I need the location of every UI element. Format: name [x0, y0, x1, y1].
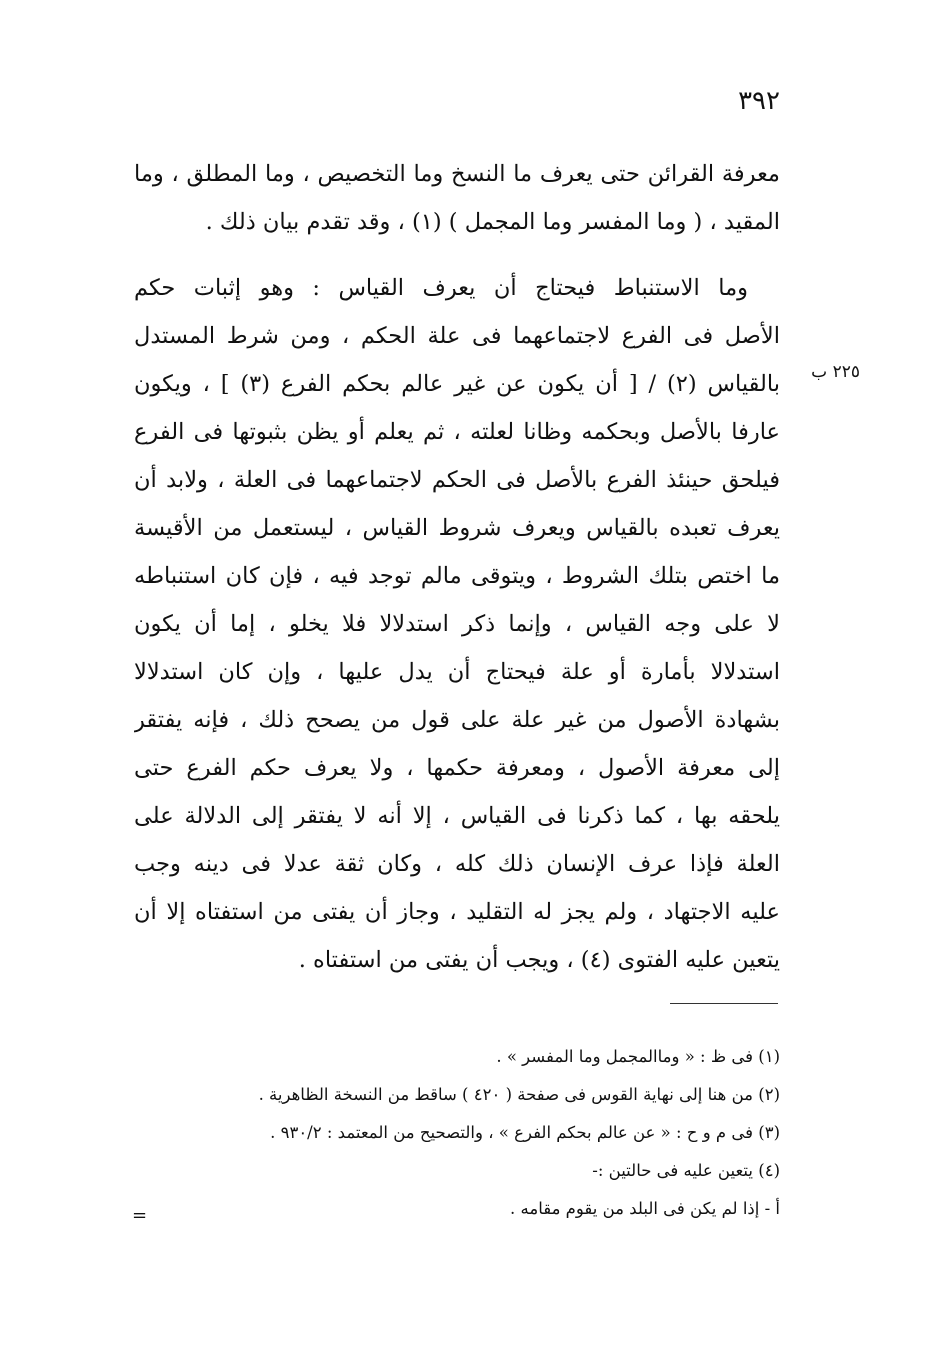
- footnote-2: (٢) من هنا إلى نهاية القوس فى صفحة ( ٤٢٠ ) ساقط من النسخة الظاهرية .: [258, 1085, 780, 1104]
- text-line: المقيد ، ( وما المفسر وما المجمل ) (١) ، وقد تقدم بيان ذلك .: [205, 209, 780, 235]
- text-line: الأصل فى الفرع لاجتماعهما فى علة الحكم ، ومن شرط المستدل: [134, 323, 780, 349]
- text-line: يعرف تعبده بالقياس ويعرف شروط القياس ، ليستعمل من الأقيسة: [134, 515, 780, 541]
- text-line: العلة فإذا عرف الإنسان ذلك كله ، وكان ثقة عدلا فى دينه وجب: [134, 851, 780, 877]
- text-line: وما الاستنباط فيحتاج أن يعرف القياس : وهو إثبات حكم: [134, 275, 748, 301]
- paragraph-2: [134, 264, 780, 984]
- text-line: إلى معرفة الأصول ، ومعرفة حكمها ، ولا يعرف حكم الفرع حتى: [134, 755, 780, 781]
- text-line: فيلحق حينئذ الفرع بالأصل فى الحكم لاجتماعهما فى العلة ، ولابد أن: [134, 467, 780, 493]
- page-number: ٣٩٢: [738, 86, 780, 116]
- footnotes: [120, 1038, 780, 1228]
- text-line: استدلالا بأمارة أو علة فيحتاج أن يدل عليها ، وإن كان استدلالا: [134, 659, 780, 685]
- margin-note: ٢٢٥ ب: [811, 362, 860, 382]
- text-line: عارفا بالأصل وبحكمه وظانا لعلته ، ثم يعلم أو يظن بثبوتها فى الفرع: [134, 419, 780, 445]
- footnote-1: (١) فى ظ : « وماالمجمل وما المفسر » .: [496, 1047, 780, 1066]
- text-line: معرفة القرائن حتى يعرف ما النسخ وما التخصيص ، وما المطلق ، وما: [134, 161, 780, 187]
- paragraph-1: [134, 150, 780, 246]
- text-line: يتعين عليه الفتوى (٤) ، ويجب أن يفتى من استفتاه .: [298, 947, 780, 973]
- continuation-mark: =: [132, 1205, 148, 1226]
- text-line: ما اختص بتلك الشروط ، ويتوقى مالم توجد فيه ، فإن كان استنباطه: [134, 563, 780, 589]
- main-text: [134, 150, 780, 984]
- text-line: يلحقه بها ، كما ذكرنا فى القياس ، إلا أنه لا يفتقر إلى الدلالة على: [134, 803, 780, 829]
- footnote-separator: [670, 1003, 778, 1004]
- footnote-4: (٤) يتعين عليه فى حالتين :-: [592, 1161, 780, 1180]
- text-line: بشهادة الأصول من غير علة على قول من يصحح ذلك ، فإنه يفتقر: [134, 707, 780, 733]
- text-line: عليه الاجتهاد ، ولم يجز له التقليد ، وجاز أن يفتى من استفتاه إلا أن: [134, 899, 780, 925]
- text-line: بالقياس (٢) / [ أن يكون عن غير عالم بحكم الفرع (٣) ] ، ويكون: [134, 371, 780, 397]
- text-line: لا على وجه القياس ، وإنما ذكر استدلالا فلا يخلو ، إما أن يكون: [134, 611, 780, 637]
- footnote-3: (٣) فى م و ح : « عن عالم بحكم الفرع » ، والتصحيح من المعتمد : ٩٣٠/٢ .: [270, 1123, 780, 1142]
- footnote-4-item-a: أ - إذا لم يكن فى البلد من يقوم مقامه .: [510, 1199, 780, 1218]
- paragraph-gap: [134, 246, 780, 264]
